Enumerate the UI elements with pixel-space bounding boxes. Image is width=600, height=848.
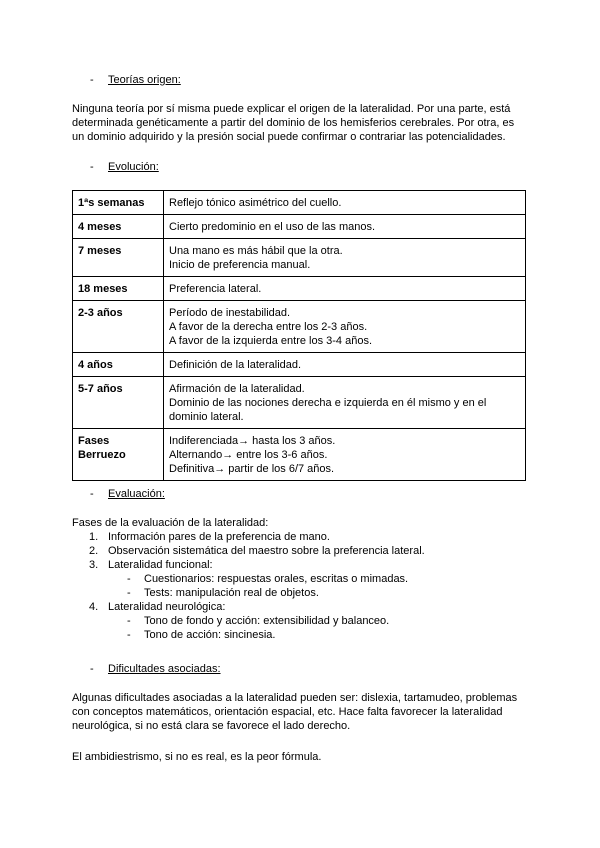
description-cell [164, 429, 526, 481]
table-row [73, 239, 526, 277]
description-cell [164, 353, 526, 377]
list-item-text: Tono de fondo y acción: extensibilidad y balanceo. [144, 615, 390, 627]
description-cell [164, 239, 526, 277]
description-cell [164, 377, 526, 429]
closing-paragraph: El ambidiestrismo, si no es real, es la peor fórmula. [72, 751, 322, 763]
description-line: Cierto predominio en el uso de las manos. [169, 221, 376, 233]
list-number: 2. [89, 545, 99, 557]
age-cell: 7 meses [73, 239, 164, 277]
description-line: Definitiva→ partir de los 6/7 años. [169, 463, 335, 475]
dash-bullet: - [127, 615, 131, 627]
dash-bullet: - [90, 488, 94, 500]
description-line: Definición de la lateralidad. [169, 359, 302, 371]
description-line: Preferencia lateral. [169, 283, 262, 295]
section-title: Dificultades asociadas: [108, 663, 221, 675]
list-number: 4. [89, 601, 99, 613]
table-row [73, 301, 526, 353]
table-row [73, 353, 526, 377]
list-item-text: Cuestionarios: respuestas orales, escritas o mimadas. [144, 573, 409, 585]
list-number: 3. [89, 559, 99, 571]
section-heading-evolucion [90, 160, 159, 174]
dash-bullet: - [127, 587, 131, 599]
age-cell: 18 meses [73, 277, 164, 301]
description-line: Dominio de las nociones derecha e izquierda en él mismo y en el dominio lateral. [169, 397, 487, 423]
age-cell: 1ªs semanas [73, 191, 164, 215]
description-line: Indiferenciada→ hasta los 3 años. [169, 435, 336, 447]
dash-bullet: - [90, 663, 94, 675]
dash-bullet: - [127, 629, 131, 641]
description-line: Reflejo tónico asimétrico del cuello. [169, 197, 342, 209]
evolution-table [72, 190, 526, 481]
origen-paragraph: Ninguna teoría por sí misma puede explicar el origen de la lateralidad. Por una parte, está determinada genéticamente a partir del dominio de los hemisferios cerebrales. Por otra, es un dominio adquirido y la presión social puede confirmar o contrariar las potencialidades. [72, 103, 515, 143]
table-row [73, 377, 526, 429]
age-cell: 4 meses [73, 215, 164, 239]
section-title: Teorías origen: [108, 74, 181, 86]
dash-bullet: - [127, 573, 131, 585]
dash-bullet: - [90, 161, 94, 173]
description-cell [164, 277, 526, 301]
description-cell [164, 191, 526, 215]
section-title: Evolución: [108, 161, 159, 173]
list-item-text: Tests: manipulación real de objetos. [144, 587, 319, 599]
age-cell: 5-7 años [73, 377, 164, 429]
section-heading-dificultades [90, 662, 221, 676]
evaluation-intro: Fases de la evaluación de la lateralidad: [72, 517, 269, 529]
section-title: Evaluación: [108, 488, 165, 500]
dificultades-paragraph: Algunas dificultades asociadas a la lateralidad pueden ser: dislexia, tartamudeo, problemas con conceptos matemáticos, orientación espacial, etc. Hace falta favorecer la lateralidad neurológica, si no está clara se favorece el lado derecho. [72, 692, 518, 732]
description-line: A favor de la izquierda entre los 3-4 años. [169, 335, 373, 347]
table-row [73, 429, 526, 481]
list-number: 1. [89, 531, 99, 543]
description-line: Inicio de preferencia manual. [169, 259, 311, 271]
description-line: A favor de la derecha entre los 2-3 años. [169, 321, 368, 333]
dash-bullet: - [90, 74, 94, 86]
description-line: Período de inestabilidad. [169, 307, 291, 319]
list-item-text: Lateralidad funcional: [108, 559, 213, 571]
table-row [73, 191, 526, 215]
description-line: Afirmación de la lateralidad. [169, 383, 305, 395]
list-item-text: Información pares de la preferencia de mano. [108, 531, 330, 543]
description-line: Una mano es más hábil que la otra. [169, 245, 343, 257]
description-line: Alternando→ entre los 3-6 años. [169, 449, 328, 461]
description-cell [164, 301, 526, 353]
section-heading-evaluacion [90, 487, 165, 501]
description-cell [164, 215, 526, 239]
list-item-text: Tono de acción: sincinesia. [144, 629, 276, 641]
age-cell: 4 años [73, 353, 164, 377]
list-item-text: Lateralidad neurológica: [108, 601, 226, 613]
table-row [73, 277, 526, 301]
age-cell: 2-3 años [73, 301, 164, 353]
section-heading-origen [90, 73, 181, 87]
list-item-text: Observación sistemática del maestro sobre la preferencia lateral. [108, 545, 425, 557]
table-row [73, 215, 526, 239]
age-cell: Fases Berruezo [73, 429, 164, 481]
